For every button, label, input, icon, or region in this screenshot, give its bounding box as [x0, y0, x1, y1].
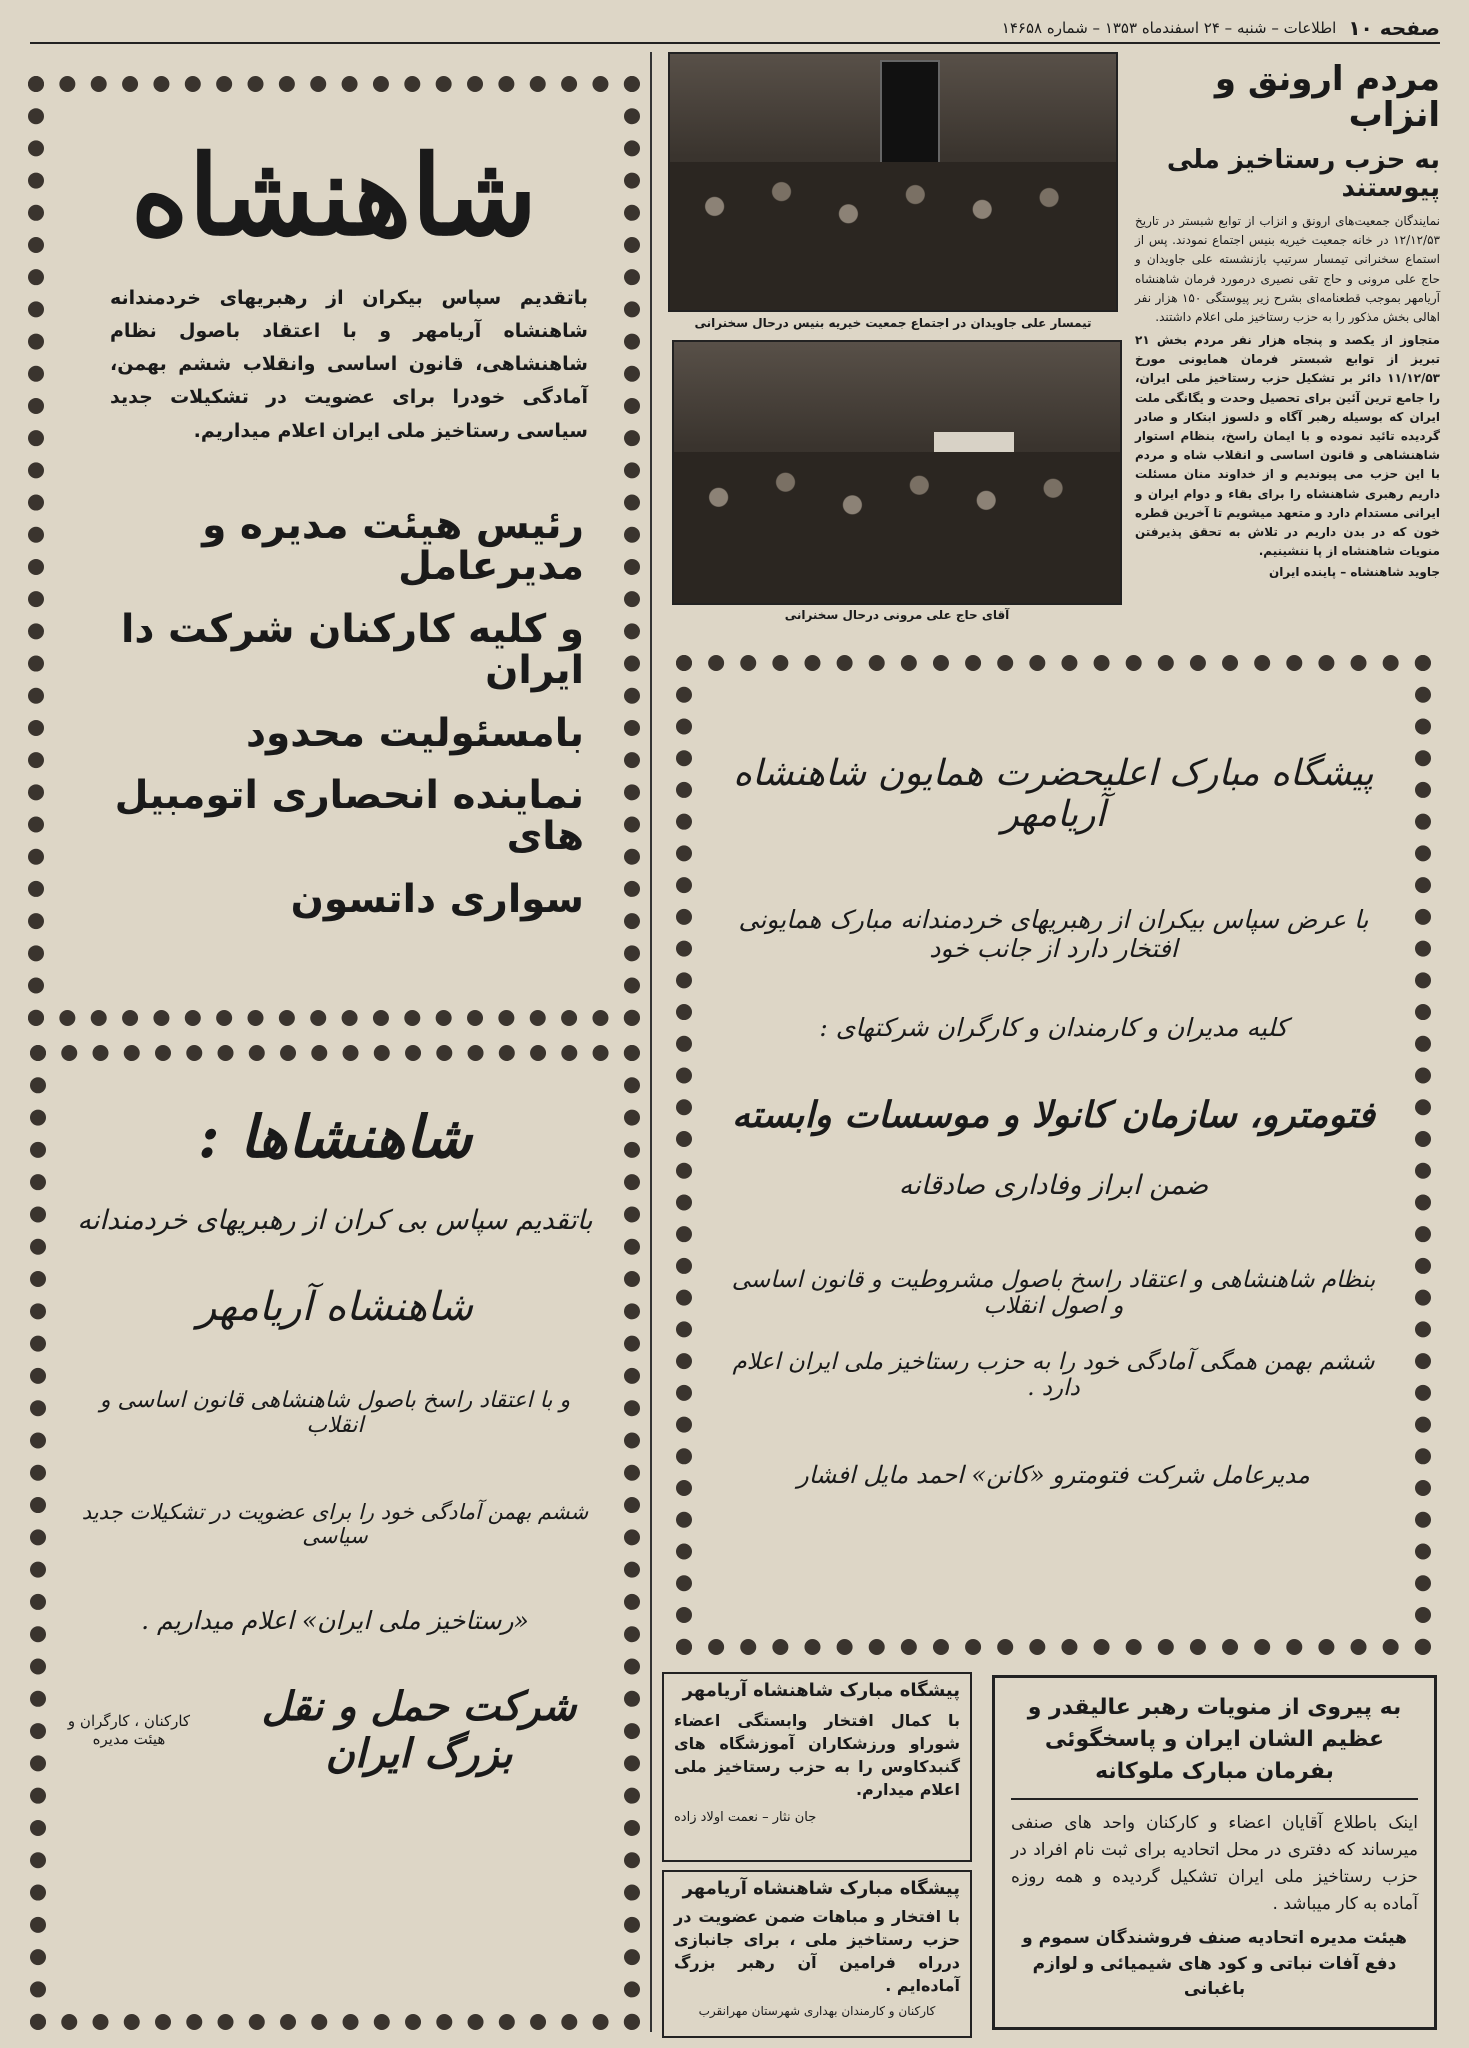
ad2-line-5: ضمن ابراز وفاداری صادقانه: [898, 1170, 1209, 1201]
news-headline: مردم ارونق و انزاب: [1214, 59, 1440, 135]
ad-health: [662, 1870, 972, 2038]
crowd-shape-2: [674, 452, 1120, 603]
ad6-divider: [1011, 1798, 1418, 1800]
news-subhead: به حزب رستاخیز ملی پیوستند: [1166, 145, 1440, 203]
ad2-line-3: کلیه مدیران و کارمندان و کارگران شرکتهای :: [819, 1013, 1288, 1042]
ad6-title: به پیروی از منویات رهبر عالیقدر و عظیم الشان ایران و پاسخگوئی بفرمان مبارک ملوکانه: [1027, 1695, 1402, 1784]
ad3-sig-small: کارکنان ، کارگران و هیئت مدیره: [67, 1712, 191, 1748]
ad1-sig-5: سواری داتسون: [290, 877, 584, 923]
news-caption-2: آقای حاج علی مرونی درحال سخنرانی: [784, 608, 1010, 622]
news-closing: جاوید شاهنشاه – پاینده ایران: [1269, 565, 1440, 580]
masthead: [30, 14, 1440, 44]
ad5-text: با افتخار و مباهات ضمن عضویت در حزب رستاخیز ملی ، برای جانبازی درراه فرامین آن رهبر بزرگ آماده‌ایم .: [674, 1906, 960, 1996]
news-article: [1135, 59, 1440, 637]
ad3-line-3: و با اعتقاد راسخ باصول شاهنشاهی قانون اساسی و انقلاب: [99, 1388, 571, 1438]
ad5-signature: کارکنان و کارمندان بهداری شهرستان مهرانقرب: [698, 2003, 936, 2018]
ad1-sig-2: و کلیه کارکنان شرکت دا ایران: [121, 606, 584, 693]
ad4-title: پیشگاه مبارک شاهنشاه آریامهر: [682, 1680, 960, 1701]
news-photo-2: [672, 340, 1122, 605]
ad1-sig-3: بامسئولیت محدود: [246, 710, 584, 756]
ad-datsun: [28, 76, 640, 1026]
ad1-text: باتقدیم سپاس بیکران از رهبریهای خردمندانه شاهنشاه آریامهر و با اعتقاد باصول نظام شاهنشاهی، قانون اساسی وانقلاب ششم بهمن، آمادگی خودرا برای عضویت در تشکیلات جدید سیاسی رستاخیز ملی ایران اعلام میداریم.: [110, 286, 588, 442]
ad-gonbad: [662, 1672, 972, 1862]
column-divider: [650, 52, 652, 2032]
issue-line: اطلاعات – شنبه – ۲۴ اسفندماه ۱۳۵۳ – شماره ۱۴۶۵۸: [1001, 19, 1337, 37]
ad1-sig-4: نماینده انحصاری اتومبیل های: [114, 773, 584, 860]
ad2-line-4: فتومترو، سازمان کانولا و موسسات وابسته: [732, 1094, 1375, 1136]
ad5-title: پیشگاه مبارک شاهنشاه آریامهر: [682, 1878, 960, 1899]
ad3-line-5: «رستاخیز ملی ایران» اعلام میداریم .: [141, 1606, 529, 1635]
ad4-text: با کمال افتخار وابستگی اعضاء شوراو ورزشکاران آموزشگاه های گنبدکاوس را به حزب رستاخیز ملی اعلام میدارم.: [674, 1710, 960, 1800]
page-number: صفحه ۱۰: [1348, 16, 1440, 40]
ad4-signature: جان نثار – نعمت اولاد زاده: [674, 1809, 817, 1825]
ad1-sig-1: رئیس هیئت مدیره و مدیرعامل: [202, 502, 584, 589]
news-caption-1: تیمسار علی جاویدان در اجتماع جمعیت خیریه بنیس درحال سخنرانی: [694, 316, 1092, 330]
ad3-line-2: شاهنشاه آریامهر: [196, 1284, 474, 1330]
ad3-line-1: باتقدیم سپاس بی کران از رهبریهای خردمندانه: [77, 1205, 593, 1236]
ad3-signature: [52, 1683, 618, 1777]
ad2-line-2: با عرض سپاس بیکران از رهبریهای خردمندانه مبارک همایونی افتخار دارد از جانب خود: [738, 905, 1369, 963]
ad3-sig-large: شرکت حمل و نقل بزرگ ایران: [261, 1683, 577, 1777]
ad6-text: اینک باطلاع آقایان اعضاء و کارکنان واحد های صنفی میرساند که دفتری در محل اتحادیه برای ثبت نام افراد در حزب رستاخیز ملی ایران تشکیل گردیده و همه روزه آماده به کار میباشد .: [1011, 1812, 1418, 1915]
ad2-signature: مدیرعامل شرکت فتومترو «کانن» احمد مایل افشار: [797, 1461, 1310, 1489]
ad2-line-7: ششم بهمن همگی آمادگی خود را به حزب رستاخیز ملی ایران اعلام دارد .: [732, 1349, 1375, 1401]
ad-union: [992, 1675, 1437, 2030]
ad6-signature: هیئت مدیره اتحادیه صنف فروشندگان سموم و دفع آفات نباتی و کود های شیمیائی و لوازم باغبانی: [1022, 1928, 1407, 2000]
news-photo-1: [668, 52, 1118, 312]
ad2-line-6: بنظام شاهنشاهی و اعتقاد راسخ باصول مشروطیت و قانون اساسی و اصول انقلاب: [731, 1267, 1376, 1319]
crowd-shape: [670, 162, 1116, 310]
news-body-2: متجاوز از یکصد و پنجاه هزار نفر مردم بخش ۲۱ تبریز از توابع شبستر فرمان همایونی مورخ ۱۱/۱۲/۵۳ دائر بر تشکیل حزب رستاخیز ملی ایران، را جامع ترین آئین برای تحصیل وحدت و یگانگی ملت ایران که بوسیله رهبر آگاه و دلسوز ابتکار و صادر گردیده تائید نموده و با ایمان راسخ، بنظام استوار شاهنشاهی و قانون اساسی و انقلاب شاه و مردم با این حزب می پیوندیم و از خداوند منان مسئلت داریم رهبری شاهنشاه را برای بقاء و دوام ایران و ایرانی مستدام دارد و متعهد میشویم تا آخرین قطره خون که در بدن داریم در تلاش به تحقق پذیرفتن منویات شاهنشاه از پا ننشینیم.: [1135, 333, 1440, 559]
ad3-title: شاهنشاها :: [198, 1103, 472, 1171]
ad-photometro: [676, 655, 1431, 1655]
ad3-line-4: ششم بهمن آمادگی خود را برای عضویت در تشکیلات جدید سیاسی: [81, 1500, 589, 1548]
ad2-line-1: پیشگاه مبارک اعلیحضرت همایون شاهنشاه آریامهر: [733, 753, 1374, 835]
ad1-title: شاهنشاه: [130, 131, 538, 260]
ad-transport: [30, 1045, 640, 2030]
news-body-1: نمایندگان جمعیت‌های ارونق و انزاب از توابع شبستر در تاریخ ۱۲/۱۲/۵۳ در خانه جمعیت خیریه بنیس اجتماع نمودند. پس از استماع سخنرانی تیمسار سرتیپ بازنشسته علی جاویدان و حاج علی مرونی و حاج تقی نصیری درمورد فرمان شاهنشاه آریامهر بموجب قطعنامه‌ای بشرح زیر پیوستگی ۱۵۰ هزار نفر اهالی بخش مذکور را به حزب رستاخیز ملی اعلام داشتند.: [1135, 213, 1440, 324]
